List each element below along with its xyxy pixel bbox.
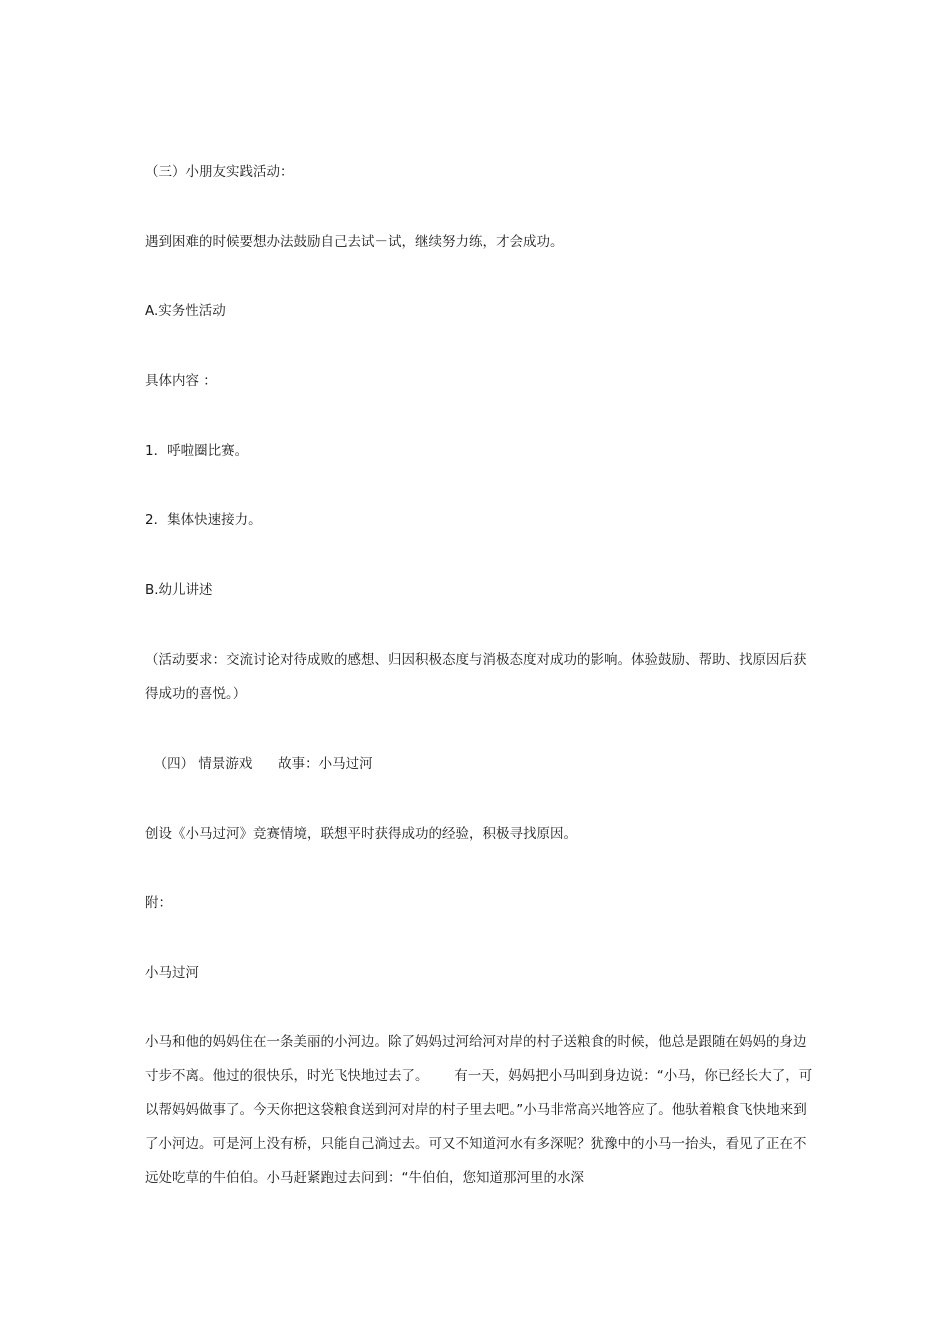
activity-b-requirement: （活动要求：交流讨论对待成败的感想、归因积极态度与消极态度对成功的影响。体验鼓励、帮助、找原因后获得成功的喜悦。） xyxy=(145,652,807,702)
section-4-heading: （四） 情景游戏 故事：小马过河 xyxy=(145,756,373,772)
section-3-heading: （三）小朋友实践活动： xyxy=(145,164,294,180)
activity-a-content-label: 具体内容 ： xyxy=(145,373,217,389)
story-title: 小马过河 xyxy=(145,965,199,981)
appendix-label: 附： xyxy=(145,895,172,911)
activity-a-item-2: 2．集体快速接力。 xyxy=(145,512,262,528)
activity-a-item-1: 1．呼啦圈比赛。 xyxy=(145,443,249,459)
section-3-text: 遇到困难的时候要想办法鼓励自己去试－试，继续努力练，才会成功。 xyxy=(145,234,564,250)
activity-b-title: B.幼儿讲述 xyxy=(145,582,213,598)
story-body: 小马和他的妈妈住在一条美丽的小河边。除了妈妈过河给河对岸的村子送粮食的时候，他总是跟随在妈妈的身边寸步不离。他过的很快乐，时光飞快地过去了。 有一天，妈妈把小马叫到身边说：“小马，你已经长大了，可以帮妈妈做事了。今天你把这袋粮食送到河对岸的村子里去吧。”小马非常高兴地答应了。他驮着粮食飞快地来到了小河边。可是河上没有桥，只能自己淌过去。可又不知道河水有多深呢？犹豫中的小马一抬头，看见了正在不远处吃草的牛伯伯。小马赶紧跑过去问到：“牛伯伯，您知道那河里的水深 xyxy=(145,1034,813,1186)
section-4-text: 创设《小马过河》竞赛情境，联想平时获得成功的经验，积极寻找原因。 xyxy=(145,826,577,842)
activity-a-title: A.实务性活动 xyxy=(145,303,226,319)
